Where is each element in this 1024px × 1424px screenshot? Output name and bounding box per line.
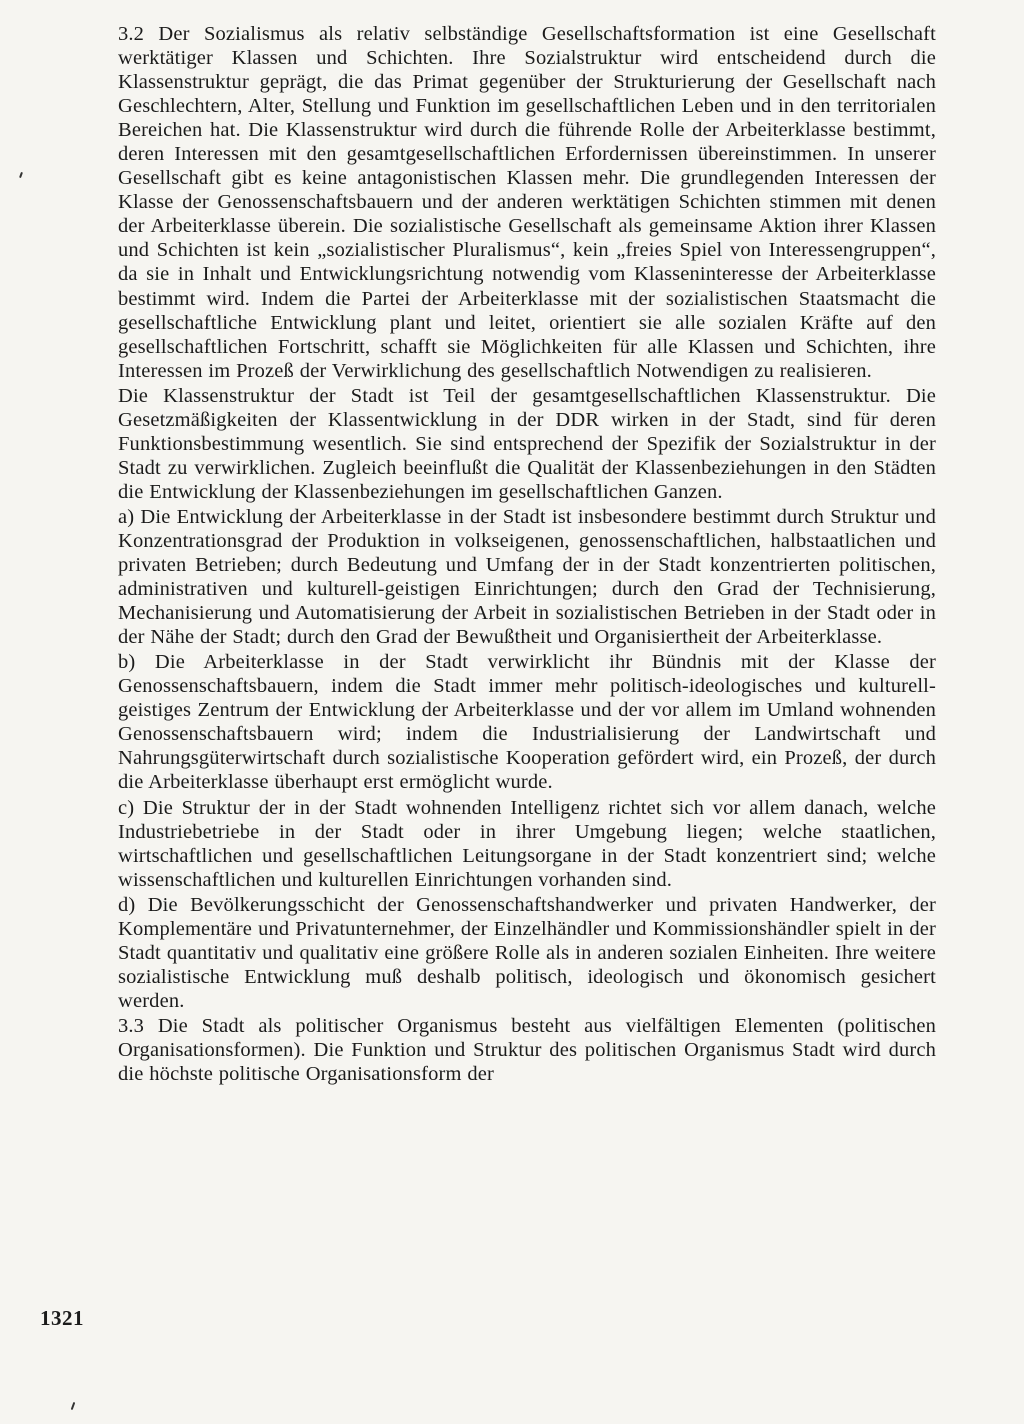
body-text	[118, 22, 936, 1087]
paragraph-a-working-class: a) Die Entwicklung der Arbeiterklasse in der Stadt ist insbesondere bestimmt durch Struktur und Konzentrationsgrad der Produktion in volkseigenen, genossenschaftlichen, halbstaatlichen und privaten Betrieben; durch Bedeutung und Umfang der in der Stadt konzentrierten politischen, administrativen und kulturell-geistigen Einrichtungen; durch den Grad der Technisierung, Mechanisierung und Automatisierung der Arbeit in sozialistischen Betrieben in der Stadt oder in der Nähe der Stadt; durch den Grad der Bewußtheit und Organisiertheit der Arbeiterklasse.	[118, 505, 936, 649]
paragraph-3-3: 3.3 Die Stadt als politischer Organismus besteht aus vielfältigen Elementen (politischen Organisationsformen). Die Funktion und Struktur des politischen Organismus Stadt wird durch die höchste politische Organisationsform der	[118, 1014, 936, 1086]
paragraph-c-intelligentsia: c) Die Struktur der in der Stadt wohnenden Intelligenz richtet sich vor allem danach, welche Industriebetriebe in der Stadt oder in ihrer Umgebung liegen; welche staatlichen, wirtschaftlichen und gesellschaftlichen Leitungsorgane in der Stadt konzentriert sind; welche wissenschaftlichen und kulturellen Einrichtungen vorhanden sind.	[118, 796, 936, 891]
page-number: 1321	[40, 1306, 84, 1330]
paragraph-class-structure-city: Die Klassenstruktur der Stadt ist Teil der gesamtgesellschaftlichen Klassenstruktur. Die Gesetzmäßigkeiten der Klassentwicklung in der DDR wirken in der Stadt, sind für deren Funktionsbestimmung wesentlich. Sie sind entsprechend der Spezifik der Sozialstruktur in der Stadt zu verwirklichen. Zugleich beeinflußt die Qualität der Klassenbeziehungen in den Städten die Entwicklung der Klassenbeziehungen im gesellschaftlichen Ganzen.	[118, 384, 936, 503]
paragraph-b-alliance: b) Die Arbeiterklasse in der Stadt verwirklicht ihr Bündnis mit der Klasse der Genossenschaftsbauern, indem die Stadt immer mehr politisch-ideologisches und kulturell-geistiges Zentrum der Entwicklung der Arbeiterklasse und der vor allem im Umland wohnenden Genossenschaftsbauern wird; indem die Industrialisierung der Landwirtschaft und Nahrungsgüterwirtschaft durch sozialistische Kooperation gefördert wird, ein Prozeß, der durch die Arbeiterklasse überhaupt erst ermöglicht wurde.	[118, 651, 936, 794]
scan-speck	[19, 172, 23, 178]
paragraph-d-craftsmen: d) Die Bevölkerungsschicht der Genossenschaftshandwerker und privaten Handwerker, der Komplementäre und Privatunternehmer, der Einzelhändler und Kommissionshändler spielt in der Stadt quantitativ und qualitativ eine größere Rolle als in anderen sozialen Einheiten. Ihre weitere sozialistische Entwicklung muß deshalb politisch, ideologisch und ökonomisch gesichert werden.	[118, 893, 936, 1012]
scan-speck	[71, 1402, 76, 1410]
paragraph-3-2: 3.2 Der Sozialismus als relativ selbständige Gesellschaftsformation ist eine Gesellschaft werktätiger Klassen und Schichten. Ihre Sozialstruktur wird entscheidend durch die Klassenstruktur geprägt, die das Primat gegenüber der Strukturierung der Gesellschaft nach Geschlechtern, Alter, Stellung und Funktion im gesellschaftlichen Leben und in den territorialen Bereichen hat. Die Klassenstruktur wird durch die führende Rolle der Arbeiterklasse bestimmt, deren Interessen mit den gesamtgesellschaftlichen Erfordernissen übereinstimmen. In unserer Gesellschaft gibt es keine antagonistischen Klassen mehr. Die grundlegenden Interessen der Klasse der Genossenschaftsbauern und der anderen werktätigen Schichten stimmen mit denen der Arbeiterklasse überein. Die sozialistische Gesellschaft als gemeinsame Aktion ihrer Klassen und Schichten ist kein „sozialistischer Pluralismus“, kein „freies Spiel von Interessengruppen“, da sie in Inhalt und Entwicklungsrichtung notwendig vom Klasseninteresse der Arbeiterklasse bestimmt wird. Indem die Partei der Arbeiterklasse mit der sozialistischen Staatsmacht die gesellschaftliche Entwicklung plant und leitet, orientiert sie alle sozialen Kräfte auf den gesellschaftlichen Fortschritt, schafft sie Möglichkeiten für alle Klassen und Schichten, ihre Interessen im Prozeß der Verwirklichung des gesellschaftlich Notwendigen zu realisieren.	[118, 23, 936, 382]
